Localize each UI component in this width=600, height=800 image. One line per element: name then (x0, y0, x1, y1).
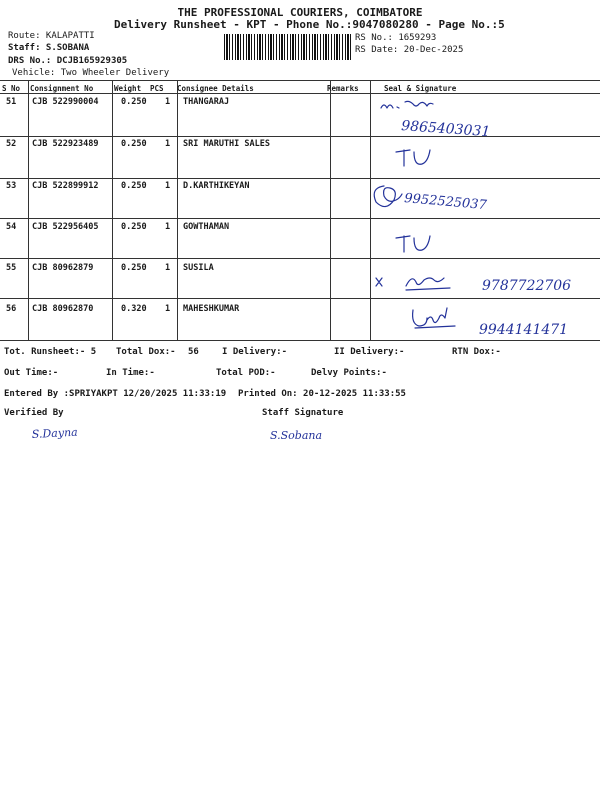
row-consignee: SRI MARUTHI SALES (183, 139, 270, 149)
row-weight: 0.250 (121, 97, 147, 107)
row-consignee: GOWTHAMAN (183, 222, 230, 232)
row-sno: 55 (6, 263, 17, 273)
signature-row-52 (392, 142, 442, 172)
row-pcs: 1 (165, 139, 171, 149)
signature-row-53 (370, 178, 500, 214)
row-sno: 53 (6, 181, 17, 191)
printed-on: Printed On: 20-12-2025 11:33:55 (238, 389, 406, 399)
entered-by: Entered By :SPRIYAKPT 12/20/2025 11:33:19 (4, 389, 227, 399)
signature-phone-56: 9944141471 (479, 322, 569, 338)
col-seal-signature: Seal & Signature (384, 84, 457, 93)
row-consignee: THANGARAJ (183, 97, 230, 107)
row-weight: 0.250 (121, 139, 147, 149)
drs-number: DRS No.: DCJB165929305 (8, 56, 128, 66)
row-weight: 0.320 (121, 304, 147, 314)
row-consignment: CJB 522990004 (32, 97, 99, 107)
runsheet-title: Delivery Runsheet - KPT - Phone No.:9047080280 - Page No.:5 (114, 18, 505, 31)
row-consignee: MAHESHKUMAR (183, 304, 240, 314)
row-sno: 56 (6, 304, 17, 314)
row-pcs: 1 (165, 222, 171, 232)
out-time: Out Time:- (4, 368, 59, 378)
barcode-image (224, 34, 352, 60)
vehicle-label: Vehicle: Two Wheeler Delivery (12, 68, 170, 78)
total-runsheet: Tot. Runsheet:- 5 (4, 347, 97, 357)
row-consignment: CJB 522899912 (32, 181, 99, 191)
total-dox-label: Total Dox:- (116, 347, 176, 357)
col-pcs: PCS (150, 84, 164, 93)
signature-staff-text: S.Sobana (270, 429, 323, 442)
row-sno: 52 (6, 139, 17, 149)
signature-row-55 (372, 270, 592, 298)
total-pod: Total POD:- (216, 368, 276, 378)
row-weight: 0.250 (121, 222, 147, 232)
col-weight: Weight (114, 84, 142, 93)
row-pcs: 1 (165, 263, 171, 273)
signature-phone-51: 9865403031 (400, 118, 491, 141)
row-pcs: 1 (165, 181, 171, 191)
total-dox-value: 56 (188, 347, 199, 357)
col-remarks: Remarks (327, 84, 359, 93)
rs-date: RS Date: 20-Dec-2025 (355, 45, 464, 55)
row-sno: 54 (6, 222, 17, 232)
row-consignment: CJB 522956405 (32, 222, 99, 232)
signature-phone-53: 9952525037 (403, 191, 488, 214)
rs-number: RS No.: 1659293 (355, 33, 437, 43)
ii-delivery: II Delivery:- (334, 347, 405, 357)
row-consignee: D.KARTHIKEYAN (183, 181, 250, 191)
row-sno: 51 (6, 97, 17, 107)
signature-row-51 (375, 96, 495, 141)
signature-phone-55: 9787722706 (482, 278, 572, 294)
signature-row-56 (405, 304, 590, 340)
row-consignee: SUSILA (183, 263, 214, 273)
in-time: In Time:- (106, 368, 155, 378)
i-delivery: I Delivery:- (222, 347, 288, 357)
row-pcs: 1 (165, 304, 171, 314)
col-sno: S No (2, 84, 21, 93)
col-consignment: Consignment No (30, 84, 94, 93)
col-consignee: Consignee Details (177, 84, 254, 93)
delvy-points: Delvy Points:- (311, 368, 387, 378)
row-consignment: CJB 80962879 (32, 263, 94, 273)
signature-verified (30, 424, 110, 444)
row-weight: 0.250 (121, 181, 147, 191)
row-consignment: CJB 522923489 (32, 139, 99, 149)
signature-verified-text: S.Dayna (31, 425, 78, 441)
row-weight: 0.250 (121, 263, 147, 273)
verified-by-label: Verified By (4, 408, 64, 418)
route-label: Route: KALAPATTI (8, 31, 95, 41)
signature-staff (268, 424, 348, 444)
staff-signature-label: Staff Signature (262, 408, 344, 418)
row-consignment: CJB 80962870 (32, 304, 94, 314)
staff-label: Staff: S.SOBANA (8, 43, 90, 53)
signature-row-54 (392, 228, 442, 258)
rtn-dox: RTN Dox:- (452, 347, 501, 357)
row-pcs: 1 (165, 97, 171, 107)
company-title: THE PROFESSIONAL COURIERS, COIMBATORE (177, 6, 423, 19)
